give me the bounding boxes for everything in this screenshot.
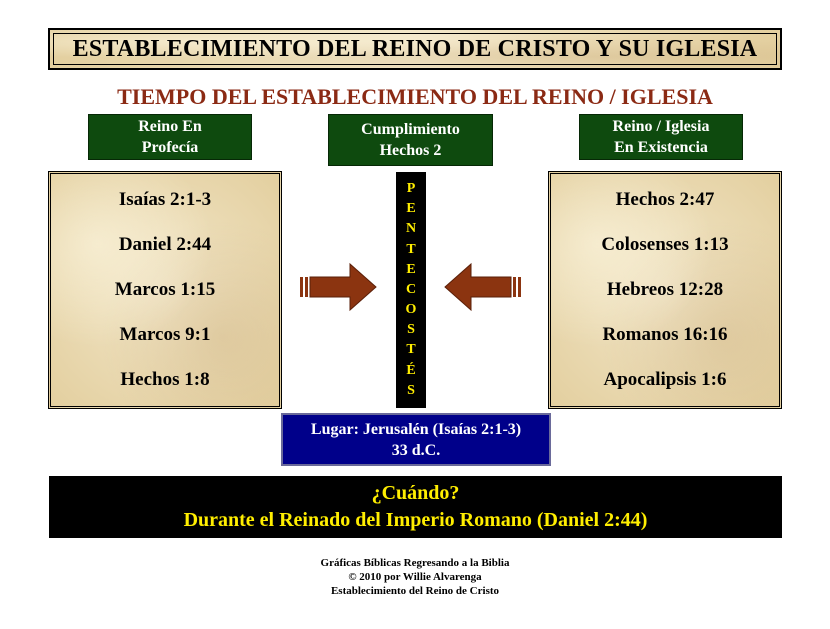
pentecost-letter: T <box>406 342 416 358</box>
fulfillment-label-line1: Cumplimiento <box>361 121 460 138</box>
footer-line3: Establecimiento del Reino de Cristo <box>330 585 500 597</box>
pentecost-letter: S <box>407 382 415 398</box>
prophecy-item: Daniel 2:44 <box>118 234 212 256</box>
main-title-text: ESTABLECIMIENTO DEL REINO DE CRISTO Y SU IGLESIA <box>72 35 758 62</box>
existence-label-line1: Reino / Iglesia <box>612 118 710 135</box>
pentecost-letter: C <box>405 281 417 297</box>
existence-item: Hebreos 12:28 <box>606 278 724 300</box>
existence-item: Romanos 16:16 <box>602 323 728 345</box>
footer <box>0 556 830 598</box>
prophecy-label <box>88 114 252 160</box>
pentecost-letter: E <box>406 201 416 217</box>
fulfillment-label <box>328 114 493 166</box>
subtitle: TIEMPO DEL ESTABLECIMIENTO DEL REINO / IGLESIA <box>117 84 713 109</box>
pentecost-letter: O <box>405 302 417 318</box>
main-title <box>48 28 782 70</box>
prophecy-item: Hechos 1:8 <box>120 368 210 390</box>
when-box <box>49 476 782 538</box>
fulfillment-label-line2: Hechos 2 <box>379 142 442 159</box>
pentecost-column <box>396 172 426 408</box>
pentecost-letter: E <box>406 261 416 277</box>
pentecost-letter: S <box>407 322 415 338</box>
existence-item: Apocalipsis 1:6 <box>603 368 727 390</box>
when-line1: ¿Cuándo? <box>371 482 460 504</box>
right-arrow-icon <box>298 262 378 312</box>
prophecy-label-line2: Profecía <box>141 139 199 156</box>
place-line2: 33 d.C. <box>391 441 441 459</box>
prophecy-list <box>48 171 282 409</box>
pentecost-letter: É <box>406 362 416 378</box>
prophecy-item: Marcos 1:15 <box>114 278 216 300</box>
when-line2: Durante el Reinado del Imperio Romano (Daniel 2:44) <box>183 509 648 531</box>
footer-line2: © 2010 por Willie Alvarenga <box>348 571 482 583</box>
existence-label <box>579 114 743 160</box>
footer-line1: Gráficas Bíblicas Regresando a la Biblia <box>320 557 510 569</box>
prophecy-item: Isaías 2:1-3 <box>118 189 212 211</box>
pentecost-letter: P <box>406 181 416 197</box>
existence-item: Hechos 2:47 <box>615 189 715 211</box>
left-arrow-icon <box>443 262 523 312</box>
existence-list <box>548 171 782 409</box>
existence-label-line2: En Existencia <box>614 139 708 156</box>
prophecy-item: Marcos 9:1 <box>119 323 211 345</box>
prophecy-label-line1: Reino En <box>138 118 202 135</box>
pentecost-letter: T <box>406 241 416 257</box>
pentecost-letter: N <box>405 221 417 237</box>
existence-item: Colosenses 1:13 <box>601 234 729 256</box>
place-box <box>281 413 551 466</box>
place-line1: Lugar: Jerusalén (Isaías 2:1-3) <box>310 420 522 438</box>
